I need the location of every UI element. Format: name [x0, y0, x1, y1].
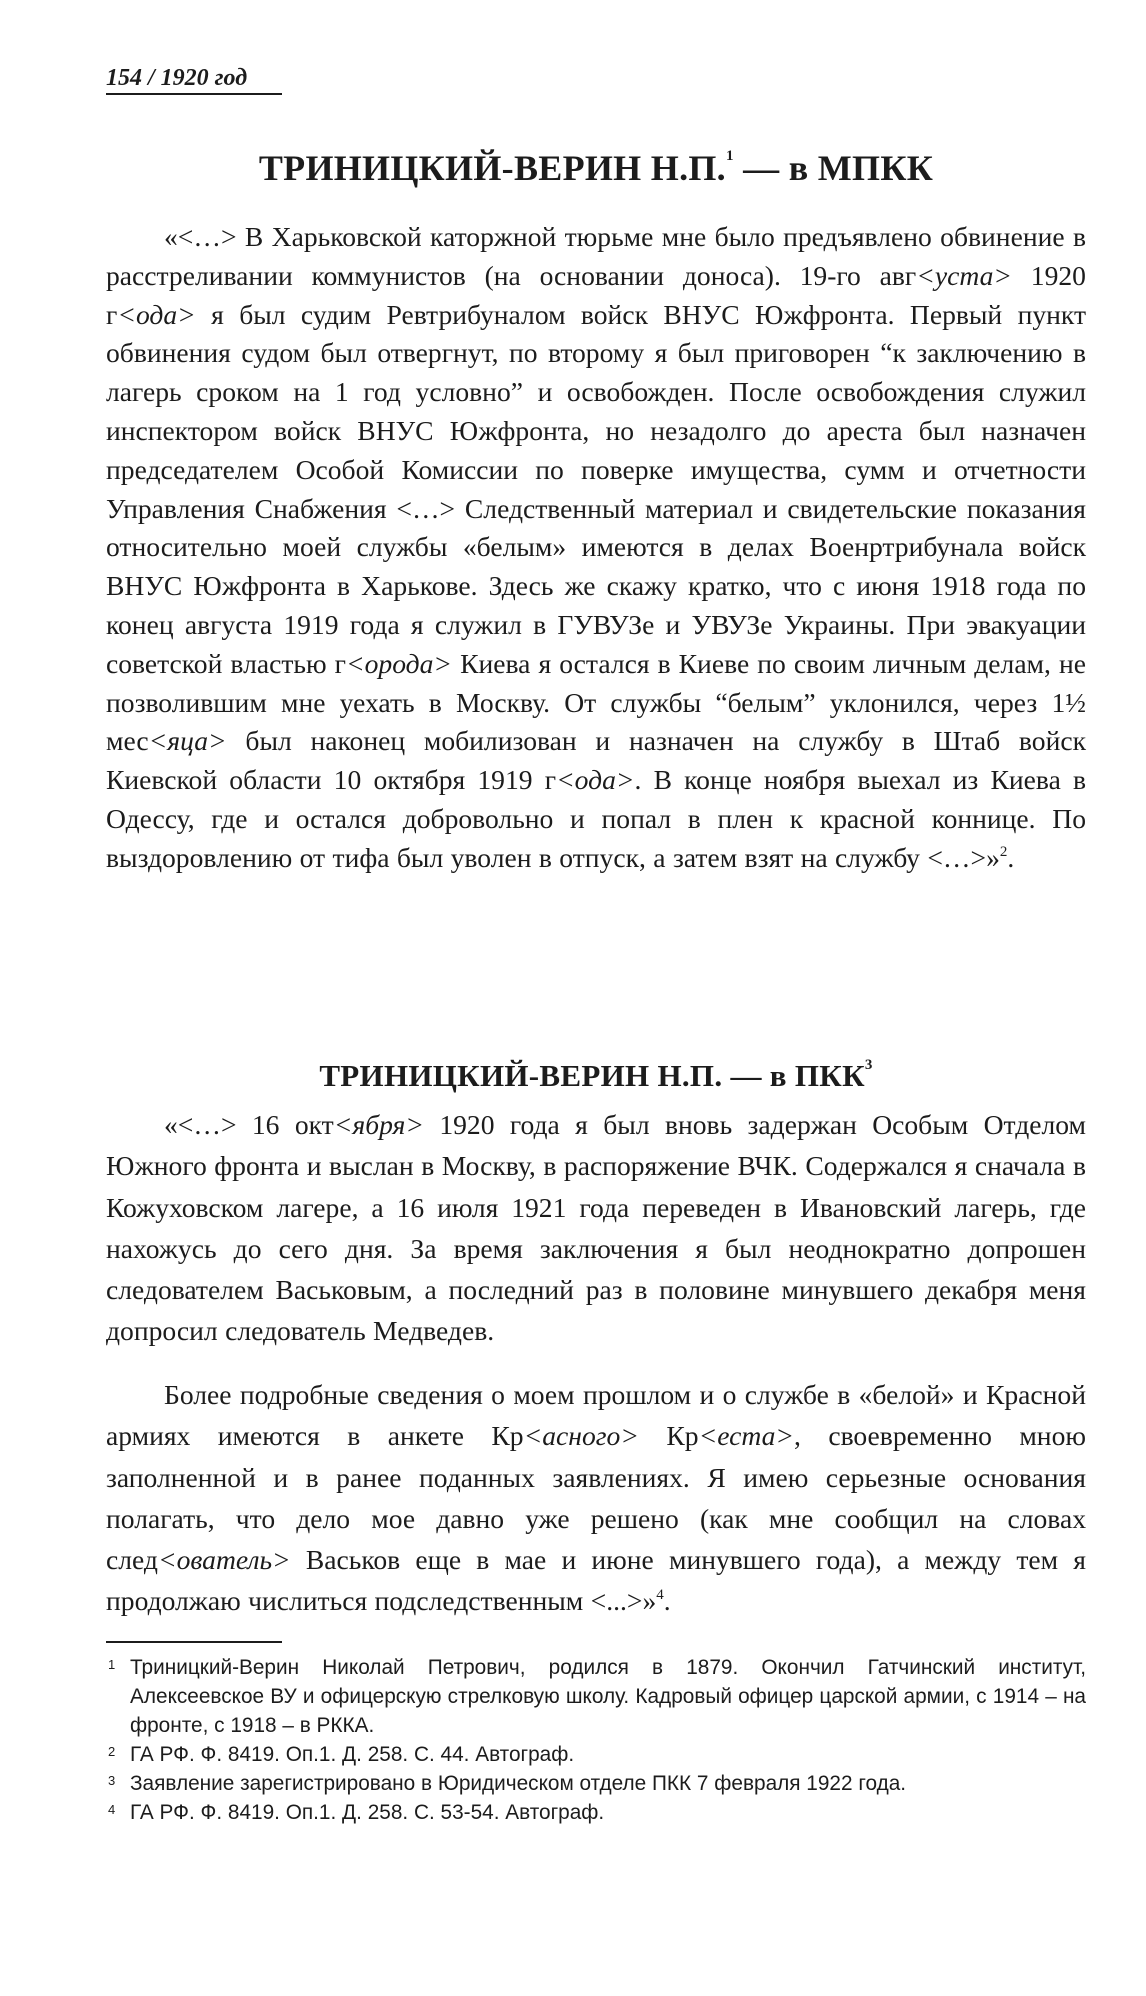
- text-run: «<…> В Харьковской каторжной тюрьме мне было предъявлено обвинение в расстреливании коммунистов (на основании доноса). 19-го авг: [106, 221, 1086, 291]
- footnote: [106, 1740, 1086, 1769]
- editorial-insertion: <ября>: [333, 1109, 424, 1140]
- editorial-insertion: <ода>: [117, 298, 196, 330]
- running-head: 154 / 1920 год: [106, 64, 282, 95]
- text-run: Васьков еще в мае и июне минувшего года), а между тем я продолжаю числиться подследственным <...>»: [106, 1544, 1086, 1617]
- section-heading-pkk: [106, 1054, 1086, 1098]
- text-run: , своевременно мною заполненной и в ранее поданных заявлениях. Я имею серьезные основания полагать, что дело мое давно уже решено (как мне сообщил на словах след: [106, 1420, 1086, 1576]
- editorial-insertion: <орода>: [345, 647, 453, 679]
- footnote: [106, 1653, 1086, 1740]
- text-run: «<…> 16 окт: [164, 1109, 334, 1140]
- text-run: .: [1007, 841, 1015, 873]
- editorial-insertion: <еста>: [698, 1420, 795, 1452]
- editorial-insertion: <уста>: [916, 259, 1013, 291]
- text-run: Кр: [638, 1420, 699, 1452]
- editorial-insertion: <яца>: [148, 725, 227, 757]
- editorial-insertion: <асного>: [523, 1420, 639, 1452]
- editorial-insertion: <ода>: [556, 764, 635, 796]
- text-run: . В конце ноября выехал из Киева в Одессу, где и остался добровольно и попал в плен к красной коннице. По выздоровлению от тифа был уволен в отпуск, а затем взят на службу <…>»: [106, 764, 1087, 873]
- paragraph-testimony-2: [106, 1104, 1086, 1352]
- heading-text: ТРИНИЦКИЙ-ВЕРИН Н.П. — в ПКК: [319, 1058, 865, 1093]
- heading-suffix: — в МПКК: [733, 148, 934, 188]
- footnote-ref: 1: [725, 148, 734, 164]
- footnote-ref: 4: [656, 1587, 664, 1604]
- paragraph-testimony-3: [106, 1374, 1086, 1622]
- section-heading-mpkk: [106, 146, 1086, 190]
- footnote-text: Заявление зарегистрировано в Юридическом отделе ПКК 7 февраля 1922 года.: [130, 1772, 907, 1795]
- text-run: был наконец мобилизован и назначен на службу в Штаб войск Киевской области 10 октября 1919 г: [106, 725, 1086, 796]
- footnote-text: ГА РФ. Ф. 8419. Оп.1. Д. 258. С. 53-54. Автограф.: [130, 1801, 605, 1824]
- footnote-ref: 2: [999, 843, 1008, 860]
- footnote-number: 3: [108, 1773, 116, 1788]
- heading-text: ТРИНИЦКИЙ-ВЕРИН Н.П.: [258, 148, 726, 188]
- footnotes: [106, 1653, 1086, 1827]
- footnote-text: ГА РФ. Ф. 8419. Оп.1. Д. 258. С. 44. Автограф.: [130, 1743, 575, 1766]
- text-run: .: [663, 1585, 671, 1617]
- text-run: Киева я остался в Киеве по своим личным делам, не позволившим мне уехать в Москву. От службы “белым” уклонился, через 1½ мес: [106, 647, 1086, 757]
- footnote-number: 1: [108, 1657, 116, 1672]
- footnote-number: 4: [108, 1802, 116, 1817]
- footnote-divider: [106, 1641, 282, 1643]
- text-run: Более подробные сведения о моем прошлом и о службе в «белой» и Красной армиях имеются в анкете Кр: [106, 1379, 1086, 1452]
- text-run: 1920 года я был вновь задержан Особым Отделом Южного фронта и выслан в Москву, в распоряжение ВЧК. Содержался я сначала в Кожуховском лагере, а 16 июля 1921 года переведен в Ивановский лагерь, где нахожусь до сего дня. За время заключения я был неоднократно допрошен следователем Васьковым, а последний раз в половине минувшего декабря меня допросил следователь Медведев.: [106, 1109, 1086, 1347]
- footnote-ref: 3: [864, 1057, 873, 1073]
- footnote: [106, 1769, 1086, 1798]
- footnote: [106, 1798, 1086, 1827]
- text-run: 1920 г: [106, 259, 1086, 330]
- text-run: я был судим Ревтрибуналом войск ВНУС Южфронта. Первый пункт обвинения судом был отвергнут, по второму я был приговорен “к заключению в лагерь сроком на 1 год условно” и освобожден. После освобождения служил инспектором войск ВНУС Южфронта, но незадолго до ареста был назначен председателем Особой Комиссии по поверке имущества, сумм и отчетности Управления Снабжения <…> Следственный материал и свидетельские показания относительно моей службы «белым» имеются в делах Военртрибунала войск ВНУС Южфронта в Харькове. Здесь же скажу кратко, что с июня 1918 года по конец августа 1919 года я служил в ГУВУЗе и УВУЗе Украины. При эвакуации советской властью г: [106, 298, 1086, 679]
- paragraph-testimony-1: [106, 218, 1086, 878]
- footnote-text: Триницкий-Верин Николай Петрович, родился в 1879. Окончил Гатчинский институт, Алексеевское ВУ и офицерскую стрелковую школу. Кадровый офицер царской армии, с 1914 – на фронте, с 1918 – в РККА.: [130, 1656, 1086, 1737]
- footnote-number: 2: [108, 1744, 116, 1759]
- editorial-insertion: <ователь>: [157, 1544, 291, 1576]
